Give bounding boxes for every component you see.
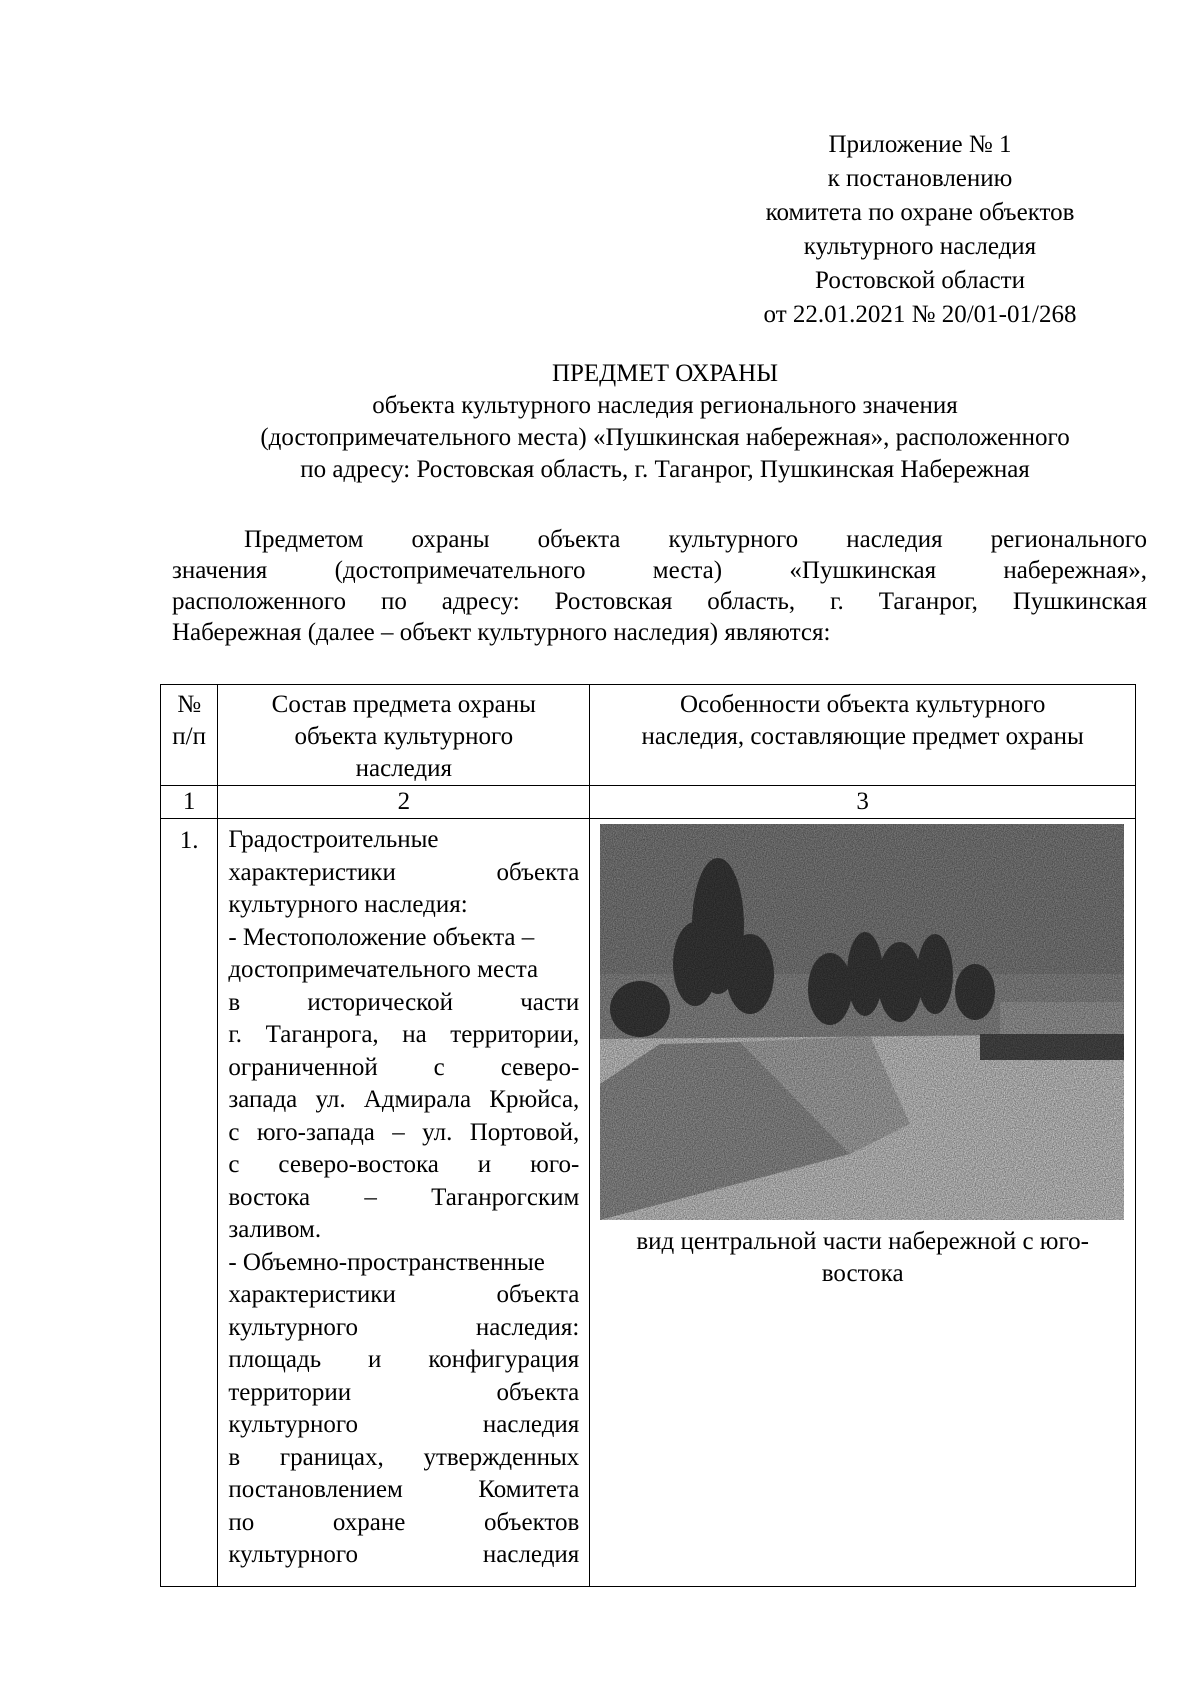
intro-line: Набережная (далее – объект культурного наследия) являются: <box>172 619 831 646</box>
composition-line: культурного наследия <box>228 1541 580 1568</box>
appendix-line: Ростовской области <box>815 267 1025 294</box>
composition-line: г. Таганрога, на территории, <box>228 1021 580 1048</box>
composition-line: с юго-запада – ул. Портовой, <box>228 1118 580 1146</box>
intro-line: Предметом охраны объекта культурного наследия регионального <box>244 526 1147 553</box>
composition-line: запада ул. Адмирала Крюйса, <box>228 1086 580 1113</box>
header-text: Состав предмета охраны <box>271 691 536 718</box>
composition-line: постановлением Комитета <box>228 1476 580 1503</box>
table-row <box>161 819 1136 1587</box>
intro-line: расположенного по адресу: Ростовская область, г. Таганрог, Пушкинская <box>172 588 1147 615</box>
composition-line: достопримечательного места <box>228 956 539 983</box>
column-number: 3 <box>590 786 1136 819</box>
composition-line: культурного наследия <box>228 1411 580 1438</box>
title-line: объекта культурного наследия регионального значения <box>372 392 958 419</box>
appendix-line: к постановлению <box>827 165 1013 192</box>
document-title <box>160 358 1170 486</box>
appendix-header <box>700 128 1140 332</box>
protection-table <box>160 684 1136 1587</box>
composition-line: характеристики объекта <box>228 1281 580 1308</box>
table-number-row <box>161 786 1136 819</box>
composition-line: ограниченной с северо- <box>228 1053 580 1081</box>
composition-line: характеристики объекта <box>228 858 580 886</box>
photo-caption <box>590 1226 1135 1290</box>
composition-line: в границах, утвержденных <box>228 1443 580 1471</box>
header-col-composition <box>218 685 590 786</box>
caption-line: востока <box>821 1260 904 1287</box>
appendix-line: Приложение № 1 <box>828 131 1012 158</box>
intro-paragraph <box>172 524 1147 648</box>
row-number: 1. <box>161 819 218 1587</box>
composition-line: с северо-востока и юго- <box>228 1151 580 1178</box>
title-line: по адресу: Ростовская область, г. Таганрог, Пушкинская Набережная <box>300 456 1030 483</box>
intro-line: значения (достопримечательного места) «Пушкинская набережная», <box>172 557 1147 584</box>
composition-line: площадь и конфигурация <box>228 1346 580 1373</box>
composition-line: - Объемно-пространственные <box>228 1248 545 1276</box>
composition-line: культурного наследия: <box>228 891 468 918</box>
composition-text <box>218 819 589 1572</box>
column-number: 1 <box>161 786 218 819</box>
table-header-row <box>161 685 1136 786</box>
row-features <box>590 819 1136 1587</box>
column-number: 2 <box>218 786 590 819</box>
header-col-number <box>161 685 218 786</box>
composition-line: культурного наследия: <box>228 1313 580 1341</box>
appendix-line: от 22.01.2021 № 20/01-01/268 <box>763 301 1077 328</box>
appendix-line: культурного наследия <box>803 233 1037 260</box>
header-text: п/п <box>172 723 207 750</box>
header-text: объекта культурного <box>294 723 514 750</box>
composition-line: заливом. <box>228 1216 322 1243</box>
title-main: ПРЕДМЕТ ОХРАНЫ <box>551 360 779 387</box>
caption-line: вид центральной части набережной с юго- <box>636 1228 1089 1255</box>
header-text: наследия <box>355 755 453 782</box>
header-text: Особенности объекта культурного <box>679 691 1046 718</box>
header-text: наследия, составляющие предмет охраны <box>641 723 1084 750</box>
composition-line: востока – Таганрогским <box>228 1183 580 1211</box>
header-text: № <box>177 691 202 718</box>
row-composition <box>218 819 590 1587</box>
header-col-features <box>590 685 1136 786</box>
embankment-photo <box>600 824 1124 1220</box>
appendix-line: комитета по охране объектов <box>765 199 1075 226</box>
composition-line: в исторической части <box>228 988 580 1016</box>
composition-line: Градостроительные <box>228 826 439 853</box>
title-line: (достопримечательного места) «Пушкинская набережная», расположенного <box>260 424 1070 451</box>
composition-line: - Местоположение объекта – <box>228 923 535 951</box>
composition-line: территории объекта <box>228 1378 580 1406</box>
composition-line: по охране объектов <box>228 1508 580 1536</box>
